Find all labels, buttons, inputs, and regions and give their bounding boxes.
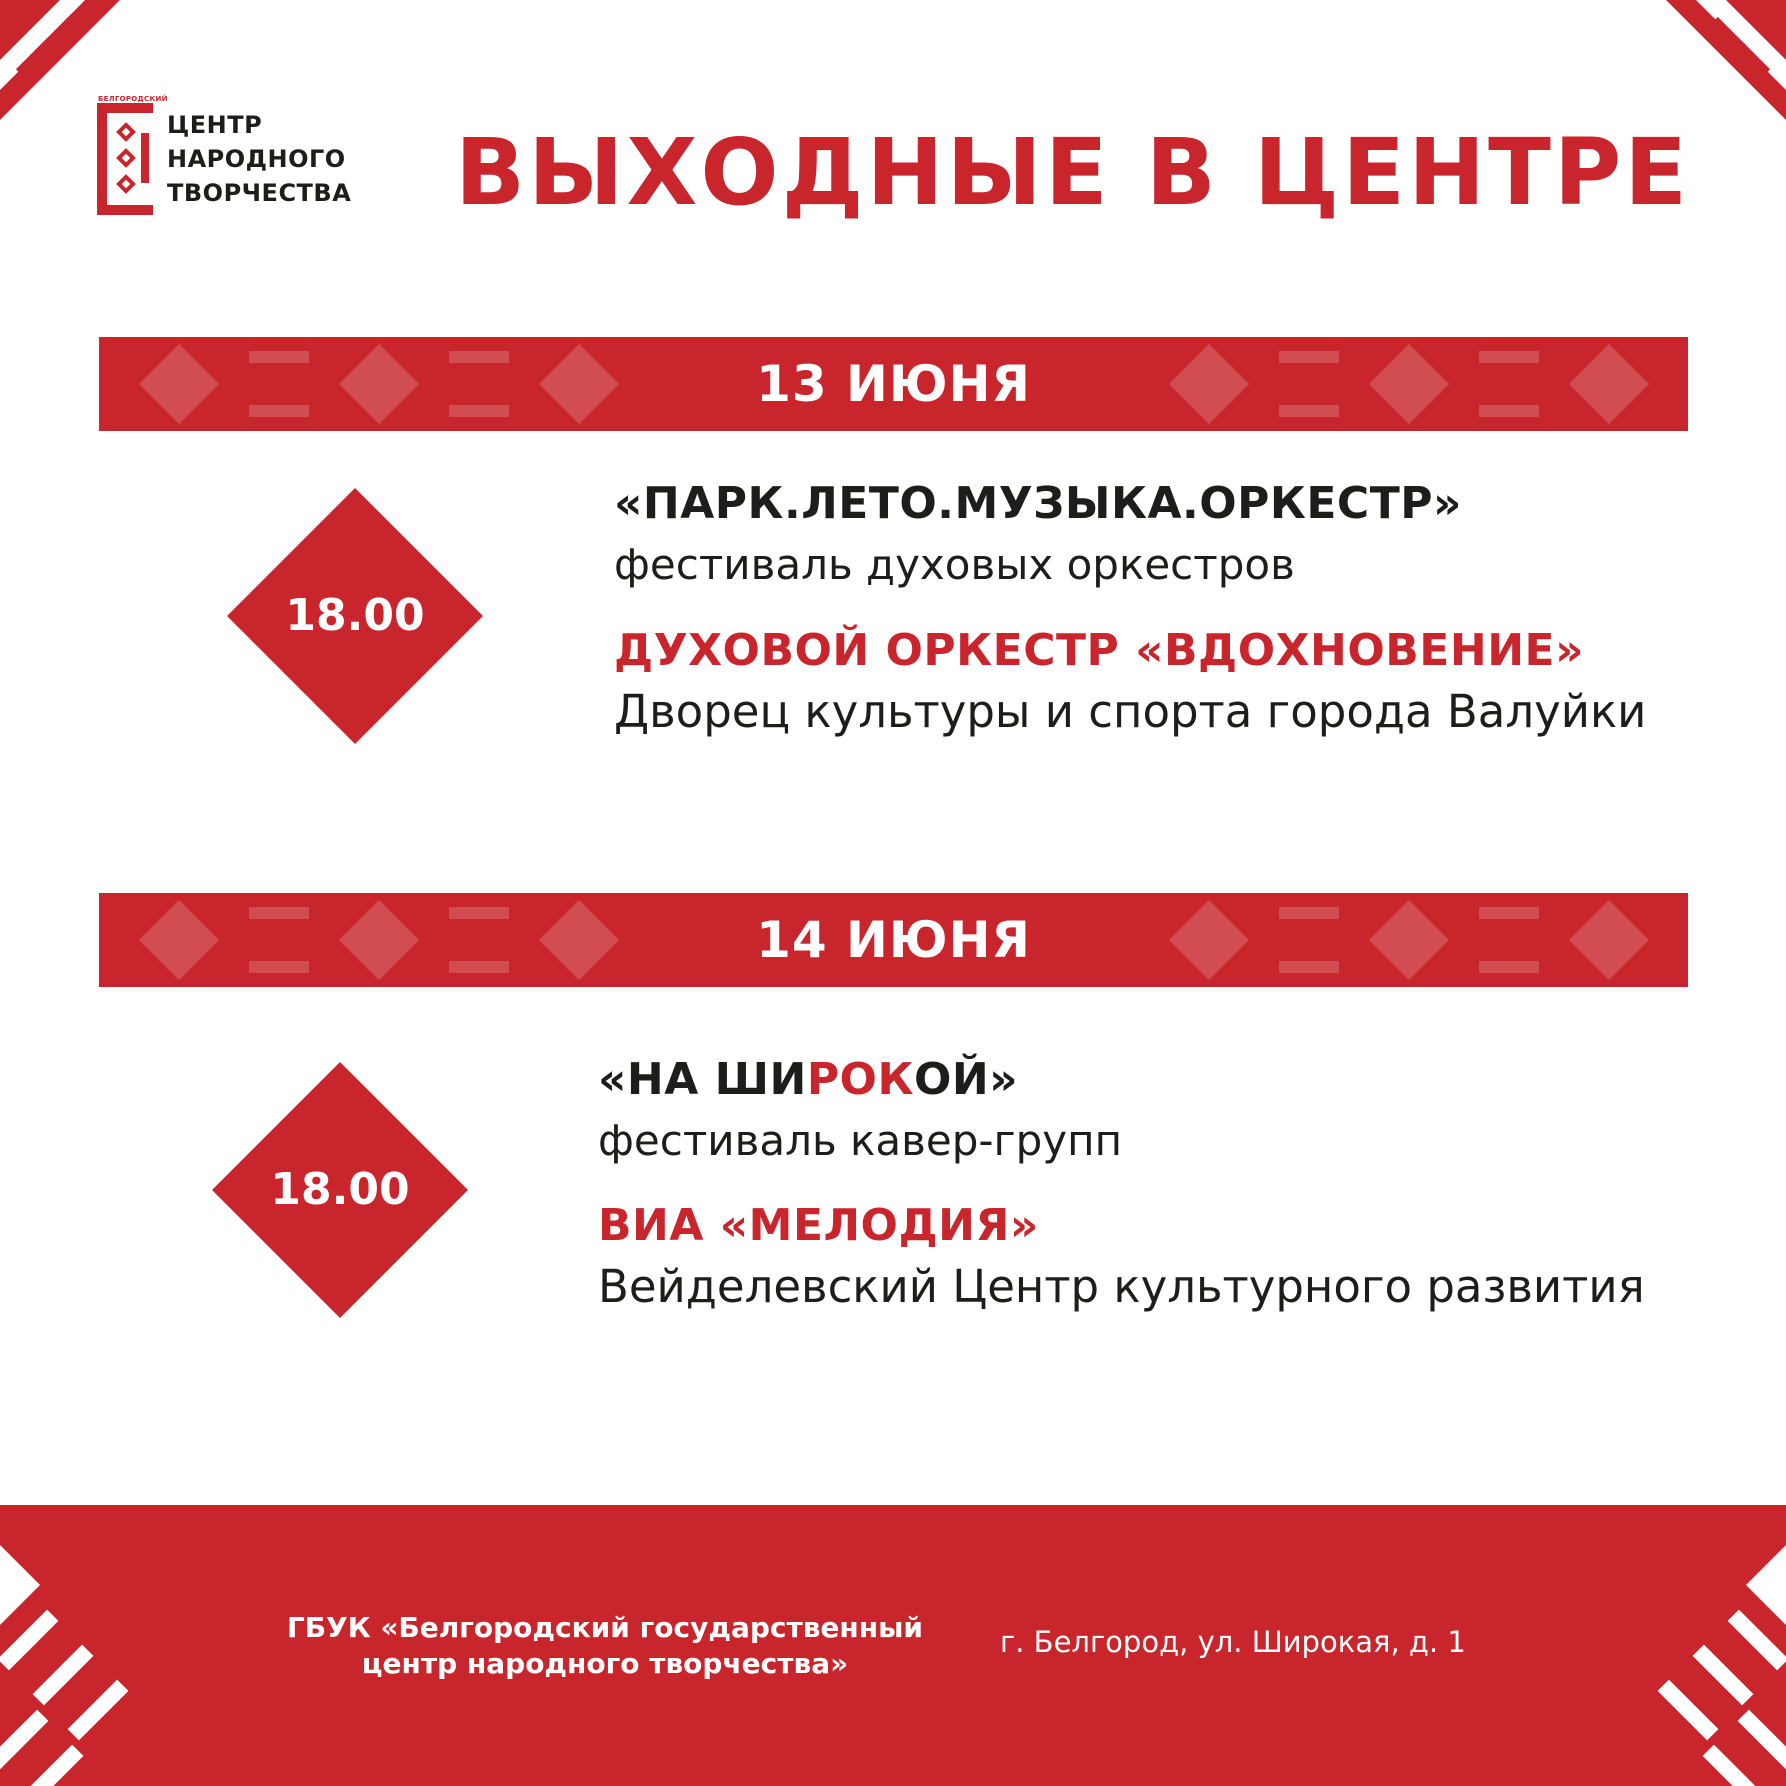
event-subtitle-1: фестиваль духовых оркестров <box>614 540 1295 589</box>
performer-2: ВИА «МЕЛОДИЯ» <box>598 1200 1039 1251</box>
footer-organization <box>250 1610 960 1682</box>
date-label-1: 13 ИЮНЯ <box>756 355 1031 413</box>
footer-address: г. Белгород, ул. Широкая, д. 1 <box>1000 1625 1466 1659</box>
time-label-1: 18.00 <box>285 590 425 641</box>
venue-2: Вейделевский Центр культурного развития <box>598 1260 1645 1313</box>
page-title: ВЫХОДНЫЕ В ЦЕНТРЕ <box>455 119 1691 226</box>
time-label-2: 18.00 <box>270 1164 410 1215</box>
footer-org-line-2: центр народного творчества» <box>361 1647 849 1680</box>
logo-small-text: БЕЛГОРОДСКИЙ <box>98 95 168 103</box>
ornament-bottom-left <box>0 1505 210 1786</box>
date-banner-1 <box>99 337 1688 431</box>
event-subtitle-2: фестиваль кавер-групп <box>598 1116 1123 1165</box>
footer-org-line-1: ГБУК «Белгородский государственный <box>286 1611 924 1644</box>
logo-line-1: ЦЕНТР <box>167 111 263 139</box>
footer <box>0 1505 1786 1786</box>
performer-1: ДУХОВОЙ ОРКЕСТР «ВДОХНОВЕНИЕ» <box>614 625 1584 676</box>
event-title-2-part-1: «НА ШИ <box>598 1054 807 1105</box>
event-title-1: «ПАРК.ЛЕТО.МУЗЫКА.ОРКЕСТР» <box>614 478 1462 529</box>
date-label-2: 14 ИЮНЯ <box>756 911 1031 969</box>
ornament-logo-icon <box>97 103 159 215</box>
ornament-bottom-right <box>1576 1505 1786 1786</box>
event-title-2 <box>598 1054 1018 1105</box>
date-banner-2 <box>99 893 1688 987</box>
event-title-2-part-2: РОК <box>806 1054 914 1105</box>
logo-line-2: НАРОДНОГО <box>167 145 346 173</box>
time-badge-1 <box>227 488 483 744</box>
venue-1: Дворец культуры и спорта города Валуйки <box>614 685 1647 738</box>
brand-logo <box>97 95 367 220</box>
logo-line-3: ТВОРЧЕСТВА <box>167 179 352 207</box>
event-title-2-part-3: ОЙ» <box>913 1054 1019 1105</box>
time-badge-2 <box>212 1062 468 1318</box>
